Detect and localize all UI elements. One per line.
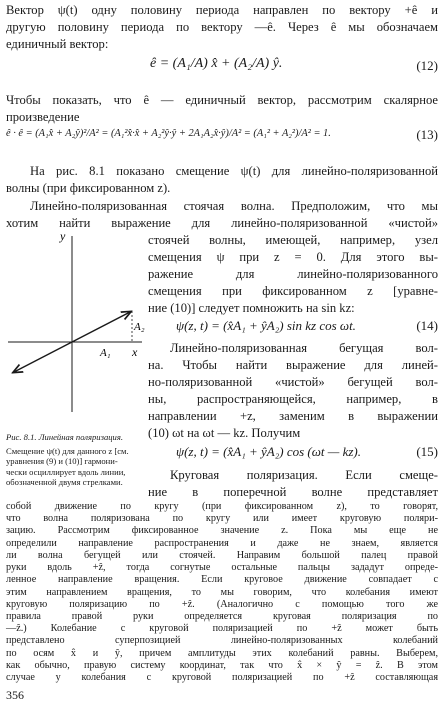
text-line: собой движение по кругу (при фиксированном z), то говорят, bbox=[6, 501, 438, 512]
equation-15: ψ(z, t) = (x̂A₁ + ŷA₂) cos (ωt — kz). bbox=[176, 444, 361, 459]
figure-caption bbox=[6, 432, 144, 488]
caption-line: уравнения (9) и (10)] гармони- bbox=[6, 456, 118, 466]
text-line: (10) ωt на ωt — kz. Получим bbox=[148, 426, 301, 440]
equation-number: (13) bbox=[416, 127, 438, 142]
caption-line: чески осциллирует вдоль линии, bbox=[6, 466, 126, 477]
text-line: зацию. Рассмотрим фиксированное значение z. Пока мы еще не bbox=[6, 525, 438, 537]
text-line: волны (при фиксированном z). bbox=[6, 181, 171, 195]
text-line: как обычно, правую систему координат, так что x̂ × ŷ = ẑ. В этом bbox=[6, 659, 438, 671]
text-line: ние (10)] следует помножить на sin kz: bbox=[148, 301, 355, 315]
text-line: круговую поляризацию по +ẑ. (Аналогично с помощью того же bbox=[6, 598, 438, 610]
text-line: Чтобы показать, что ê — единичный вектор, рассмотрим скалярное bbox=[6, 93, 438, 107]
label-y: y bbox=[60, 229, 66, 243]
equation-12: ê = (A₁/A) x̂ + (A₂/A) ŷ. bbox=[150, 56, 283, 71]
text-line: ние в поперечной волне представляет bbox=[148, 485, 438, 499]
text-line: случае у колебания с круговой поляризацией по +ẑ составляющая bbox=[6, 672, 438, 683]
caption-line: обозначенной двумя стрелками. bbox=[6, 477, 123, 487]
label-a2: A₂ bbox=[134, 321, 145, 333]
text-line: Линейно-поляризованная бегущая вол- bbox=[170, 341, 438, 355]
text-line: единичный вектор: bbox=[6, 37, 109, 51]
text-line: —ẑ.) Колебание с круговой поляризацией по +ẑ может быть bbox=[6, 623, 438, 635]
displacement-arrow bbox=[14, 342, 72, 372]
text-line: хотим найти выражение для линейно-поляризованной «чистой» bbox=[6, 216, 438, 230]
text-line: ражение для линейно-поляризованного bbox=[148, 267, 438, 281]
text-line: правила правой руки определяется круговая поляризация по bbox=[6, 610, 438, 622]
text-line: руки вдоль +ẑ, тогда согнутые остальные пальцы зададут опреде- bbox=[6, 562, 438, 574]
text-line: Круговая поляризация. Если смеще- bbox=[170, 468, 438, 482]
text-line: ленное направление вращения. Если круговое движение совпадает с bbox=[6, 574, 438, 586]
text-line: но-поляризованной «чистой» бегущей вол- bbox=[148, 375, 438, 389]
caption-title: Рис. 8.1. Линейная поляризация. bbox=[6, 432, 123, 442]
equation-number: (12) bbox=[416, 58, 438, 73]
equation-number: (15) bbox=[416, 444, 438, 459]
page-number: 356 bbox=[6, 688, 24, 702]
caption-line: Смещение ψ(t) для данного z [см. bbox=[6, 445, 129, 456]
text-line: направлении +z, заменим в выражении bbox=[148, 409, 438, 423]
displacement-arrow bbox=[72, 312, 130, 342]
text-line: определили направление распространения и даже не знаем, является bbox=[6, 537, 438, 549]
text-line: смещения ψ при z = 0. Для этого вы- bbox=[148, 250, 438, 264]
text-line: представлено суперпозицией линейно-поляризованных колебаний bbox=[6, 635, 438, 647]
text-line: что волна поляризована по кругу или имеет круговую поляри- bbox=[6, 513, 438, 525]
text-line: этим направлением вращения, то мы говорим, что колебания имеют bbox=[6, 586, 438, 598]
label-a1: A₁ bbox=[100, 347, 111, 359]
text-line: Вектор ψ(t) одну половину периода направлен по вектору +ê и bbox=[6, 3, 438, 17]
equation-number: (14) bbox=[416, 318, 438, 333]
text-line: произведение bbox=[6, 110, 80, 124]
text-line: ны, распространяющейся, например, в bbox=[148, 392, 438, 406]
polarization-figure bbox=[4, 222, 146, 420]
text-line: на. Чтобы найти выражение для линей- bbox=[148, 358, 438, 372]
label-x: x bbox=[132, 345, 138, 359]
text-line: другую половину периода по вектору —ê. Через ê мы обозначаем bbox=[6, 20, 438, 34]
text-line: На рис. 8.1 показано смещение ψ(t) для линейно-поляризованной bbox=[30, 164, 438, 178]
equation-13: ê · ê = (A₁x̂ + A₂ŷ)²/A² = (A₁²x̂·x̂ + A₂²ŷ·ŷ + 2A₁A₂x̂·ŷ)/A² = (A₁² + A₂²)/A² = 1. bbox=[6, 128, 331, 139]
text-line: Линейно-поляризованная стоячая волна. Предположим, что мы bbox=[30, 199, 438, 213]
equation-14: ψ(z, t) = (x̂A₁ + ŷA₂) sin kz cos ωt. bbox=[176, 318, 356, 333]
text-line: по осям x̂ и ŷ, причем амплитуды этих колебаний равны. Выберем, bbox=[6, 647, 438, 659]
text-line: стоячей волны, имеющей, например, узел bbox=[148, 233, 438, 247]
text-line: ли волна бегущей или стоячей. Направим большой палец правой bbox=[6, 549, 438, 561]
text-line: смещения при фиксированном z [уравне- bbox=[148, 284, 438, 298]
